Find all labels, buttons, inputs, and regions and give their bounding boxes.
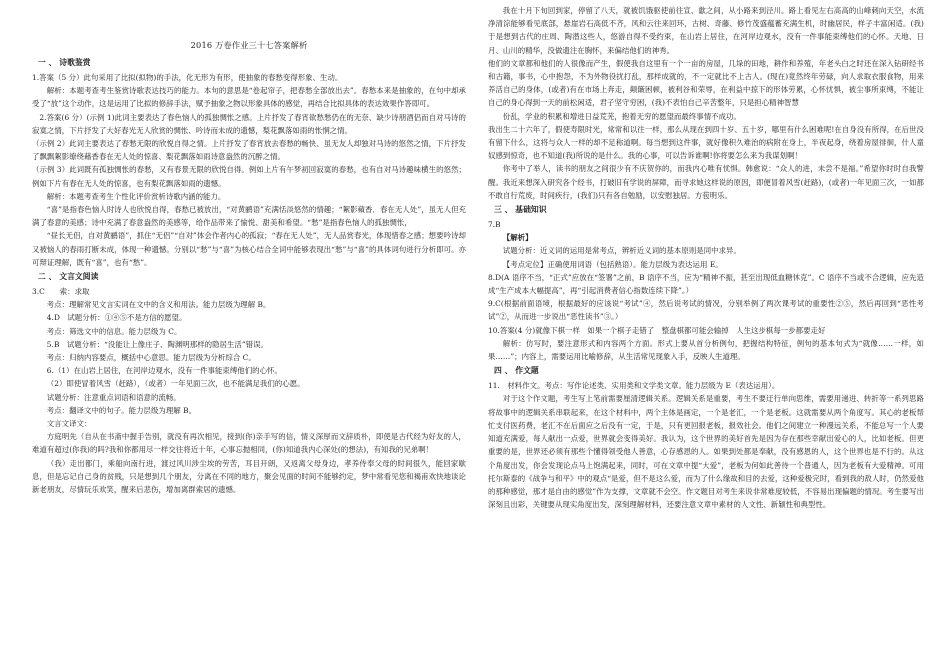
answer-paragraph: 6.（1）在山岩上居住，在河岸边观水，没有一件事能束缚他们的心怀。 [46,366,282,376]
answer-paragraph: 2.答案(6 分）(示例 1)此词主要表达了春色恼人的孤独惆怅之感。上片抒发了春宵欲愁愁仍在的无奈、缺少诗朋酒侣而自对马诗的寂寞之情，下片抒发了大好春光无人欣赏的惆怅、吟诗而未成的遗憾，梨花飘落如雨的怅惘之情。 [32,112,466,135]
answer-paragraph: “喜”是指春色恼人时诗人也欣悦自得，春愁已被放出，“对黄鹂语”充满恬淡悠然的情趣；“絮影蘋香．春在无人处”，虽无人但充满了春意的美感；诗中充满了春意盎然的美感等，给作品带来了愉悦、甜美和希望。“愁”是指春色恼人的孤独惆怅， [32,205,466,228]
answer-paragraph: 【解析】 [502,233,533,243]
left-column [32,0,466,672]
answer-paragraph: 你考中了举人，读书的朋友之间很少有不庆贺你的，而我内心唯有忧惧。韩愈说：“众人的进，未尝不是福。”希望你时时自我警醒。我近来想深入研究各个经书，打破旧有学说的屏障，而寻求她这样说的原因，即便冒着风雪(赶路)，(或者)一年见面三次，一如都不敢自行荒废，时间疾行，(我们)只有各自勉励，以安慰独居。方苞明乐。 [488,164,924,200]
answer-paragraph: 我出生二十六年了，假使寿限时光，常常和以往一样，那么从现在到四十岁、五十岁，哪里有什么困难呢!在自身没有所得，在后世没有留下什么，这将与众人一样的却不足称道啊。每当想到这件事，就好像积久难治的病附在身上，半夜起身，绕着房屋徘徊，什人童奴感到惊奇，也不知道(我)所说的是什么。我的心事，可以告诉谁啊!你将要怎么来为我谋划啊！ [488,124,924,161]
answer-paragraph: 4.D 试题分析：①④⑤不是方信的愿望。 [46,313,187,323]
answer-paragraph: 7.B [488,220,501,230]
answer-paragraph: 11. 材料作文。考点：写作论述类、实用类和文学类文章。能力层级为 E（表达运用）。 [488,381,780,391]
answer-paragraph: 试题分析：注意重点词语和语意的流畅。 [46,392,181,402]
answer-paragraph: （2）即使冒着风雪（赶路），（或者）一年见面三次，也不能满足我们的心愿。 [46,379,305,389]
answer-paragraph: （我）走出都门，乘船向南行进，渡过风川涉尘埃的劳苦，耳目开朗，又返离父母身边，孝养侍奉父母的时间很久，能回家歇息，但是忘记自己身的贫贱，只是想到几个朋友，分离在不同的地方，聚会见面的时间不能够约定，梦中常看见您和褐甫欢快地谈论新老朋友，尽情玩乐欢笑，醒来后悲伤，增加离群索居的遗憾。 [32,458,466,495]
answer-paragraph: 考点：筛选文中的信息。能力层级为 C。 [46,326,182,336]
answer-paragraph: 文言文译文： [46,419,92,429]
answer-paragraph: 3.C 索：求取 [32,287,90,297]
answer-paragraph: 9.C(根据前面语境，根据最好的应该说“考试”④，然后说考试的情况，分别举例了两次课考试的重要性②⑤，然后再回到“恶性考试”②，从而进一步说出“恶性读书”③。） [488,299,924,322]
answer-paragraph: 1.答案（5 分）此句采用了比拟(拟物)的手法，化无形为有形，使抽象的春愁变得形象、生动。 [32,73,343,82]
section-heading: 一 、 诗歌鉴赏 [38,58,91,67]
answer-paragraph: 考点：理解常见文言实词在文中的含义和用法。能力层级为理解 B。 [46,300,271,310]
answer-paragraph: （示例 2）此词主要表达了春愁无限的欣悦自得之情。上片抒发了春宵放去春愁的畅快、虽无友人却独对马诗的悠然之情，下片抒发了飘飘絮影缭绕藉香春在无人处的惊喜、梨花飘落如雨诗意盎然的沉醉之情。 [32,139,466,162]
answer-paragraph: 解析：本题考查考生个性化评价赏析诗歌内涵的能力。 [46,191,226,201]
right-sections [488,203,924,511]
left-sections [32,56,466,496]
answer-paragraph: 考点：归纳内容要点，概括中心意思。能力层级为分析综合 C。 [46,353,256,363]
answer-paragraph: 对于这个作文题，考生写上笔前需要厘清逻辑关系。逻辑关系是重要，考生不要迂行单向思维，需要用递进、转折等一系列思路将故事中的逻辑关系串联起来，在这个材料中，两个主体是画定，一个是老汇，一个是老板。这就需要从两个角度写。其心的老板帮忙支付医药费，老汇不在后面应之后没有一定，于是，只有更回报老板，报效社会。他们之间建立一种漫远关系，不能总写一个人要知道充满爱，每人献出一点爱，世界就会变得美好。我认为，这个世界的美好首先是因为存在那些幸献出爱心的人，比如老板。但更重要的是，世界还必须有那些个懂得领受他人善意，心存感恩的人。如果到处都是奉献，没有感恩的人，这个世界也是不行的。从这个角度出发，你会发现论点马上饱满起来，同时，可在文章中提“大爱”，老板为何如此善待一个普通人，因为老板有大爱精神。可用托尔斯泰的《战争与和平》中的观点“是爱，但不是这么爱，而为了什么缘故和目的去爱，这种爱极完时，看到我的敌人时，仍然爱他的那种感觉，那才是自由的感觉”作为支撑，文章就不会空。作文题目对考生来说非常难度较低，不容易出现偏题的情况。考生要写出深刻且出彩，关键要从现实角度出发，深刻理解材料，还要注意文章中素材的人文性、新颖性和典型性。 [488,394,924,510]
answer-paragraph: 5.B 试题分析：“没能让上像庄子、陶渊明那样的隐居生活”错误。 [46,339,268,349]
answer-paragraph: 【考点定位】正确使用词语（包括熟语）。能力层级为表达运用 E。 [502,259,723,269]
translation-continued [488,4,924,202]
page-title: 2016 万卷作业三十七答案解析 [190,40,308,50]
section-heading: 三 、 基础知识 [494,205,547,215]
answer-paragraph: 我在十月下旬回到家，停留了八天，就被饥饿驱使前往宣、歙之间，从小路来到泾川。路上看见左右高高的山峰刺向天空，水流净清淙能够看见底部，悬崖岩石高低不齐，风和云往来回环，古树、奇藤、修竹茂盛蕴蓄充满生机，时幽居民，样子丰富闲适。(我)于是想到古代的庄周、陶潜这些人，悠游自得不受约束，在山岩上居住，在河岸边观水，没有一件事能束缚他们的心怀。天地、日月、山川的精华，没做遗注在胸怀，来偏结他们的神秀。 [488,6,924,55]
answer-paragraph: 考点：翻译文中的句子。能力层级为理解 B。 [46,405,197,415]
answer-paragraph: 方庭明先（自从在书斋中握手告别，就没有再次相见，接到(你)亲手写的信，情义深厚而文辞质朴，即使是古代经为好友的人，难道有超过(你我)的吗?我和你都用尽一样交往将近十年，心事忘抛相同，(你)知道我内心深处(的想法)，有知我的兄弟啊！ [32,432,466,455]
answer-paragraph: 份乱，学业的积累和增进日益荒芜，抱着无穷的愿望而最终事情不成功。 [502,111,741,121]
answer-paragraph: 10.答案(4 分)就像下棋一样 如果一个棋子走错了 整盘棋都可能会输掉 人生这步棋每一步都要走好 [488,325,826,335]
answer-paragraph: 8.D(A 语序不当，“正式”应放在“签署”之前，B 语序不当，应为“精神不振，甚至出现低血糖休克”。C 语序不当或不合逻辑，应先造成“生产成本大幅提高”，再“引起消费者信心指数连续下降”。） [488,272,924,296]
section-heading: 四 、 作文题 [494,366,539,376]
answer-paragraph: 他们的文章都和他们的人很像而产生，假使我自这里有一个一亩的房屋，几垛的田地，耕作和养殖，年老头白之时还在深入钻研经书和古籍，事书，心中抱怨，不为外物役扰打乱，那样成就的，不一定就比不上古人。(现在)竟然终年劳碌，向人求取衣服食物，用来养活自己的身体，(或者)有在市场上奔走，颠簸困顿，被利谷和荣辱，在利益中掠下的形体劳累，心怀忧惧，被尘事所束缚，不能让自己的身心得到一天的前松闲适，君子坚守穷困，(我)不表怕自己辛苦整年，只是担心精神智慧 [488,58,924,108]
section-heading: 二 、 文言文阅读 [38,272,99,282]
answer-paragraph: （示例 3）此词既有孤独惆怅的春愁，又有春景无限的欣悦自得。例如上片有午梦初回寂寞的春愁，也有自对马诗趣味横生的悠然；例如下片有春在无人处的惊喜，也有梨花飘落如雨的遗憾。 [32,165,466,188]
answer-paragraph: 解析：本题考查考生鉴赏诗歌表达技巧的能力。本句的意思是“卷起帘子，把春愁全部放出去”。春愁本来是抽象的，在句中却承受了“放”这个动作，这是运用了比拟的修辞手法，赋予抽象之物以形象具体的感觉，再结合比拟具体的表达效果作答即可。 [32,86,466,109]
answer-paragraph: 解析：仿写时，要注意形式和内容两个方面。形式上要从首分析例句，把握结构特征，例句的基本句式为“就像……一样，如果……”；内容上，需要运用比喻修辞，从生活常见现象入手，反映人生道理。 [488,338,924,362]
answer-paragraph: “昼长无侣，自对黄鹂语”，抓住“无侣”“自对”体会作者内心的孤寂；“春在无人处”，无人品赏春光，体现惜春之感；想要吟诗却又被恼人的春雨打断未成，体现一种遗憾。分别以“愁”与“喜”为核心结合全词中能够表现出“愁”与“喜”的具体词句进行分析即可。亦可辩证理解，既有“喜”，也有“愁”。 [32,231,466,267]
answer-paragraph: 试题分析：近义词的运用是常考点，辨析近义词的基本原则是同中求异。 [502,246,741,256]
right-column [488,0,924,672]
